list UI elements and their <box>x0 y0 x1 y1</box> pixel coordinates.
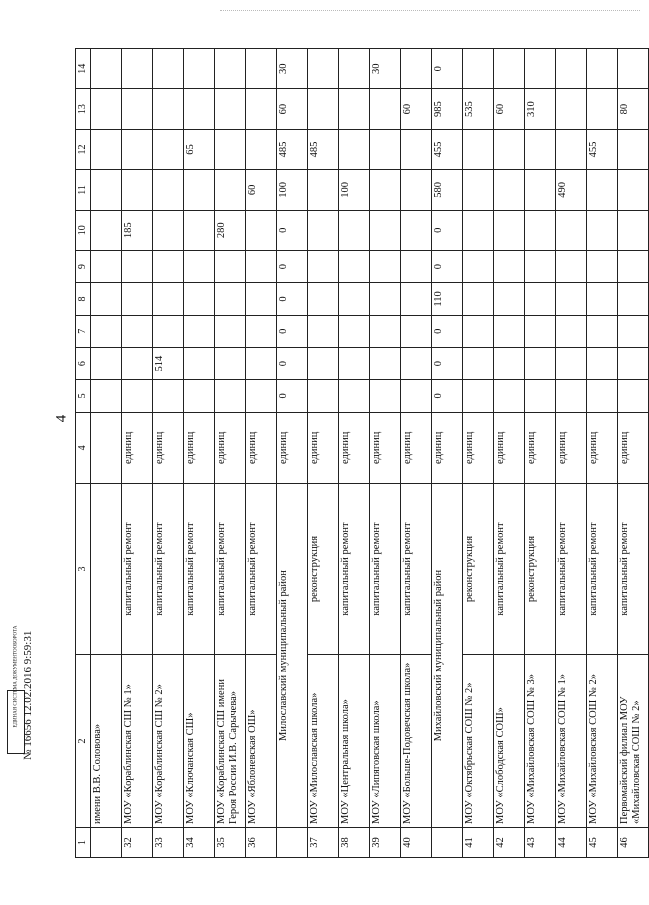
name-cell: Первомайский филиал МОУ «Михайловская СОШ № 2» <box>618 654 649 827</box>
value-cell <box>556 347 587 379</box>
row-number-cell <box>91 828 122 858</box>
value-cell <box>246 380 277 412</box>
value-cell <box>401 380 432 412</box>
value-cell <box>370 170 401 210</box>
value-cell <box>184 89 215 129</box>
value-cell <box>184 170 215 210</box>
work-type-cell: капитальный ремонт <box>215 484 246 655</box>
value-cell <box>91 49 122 89</box>
value-cell <box>494 315 525 347</box>
header-cell-5: 5 <box>76 380 91 412</box>
value-cell <box>587 283 618 315</box>
unit-cell: единиц <box>122 412 153 484</box>
unit-cell: единиц <box>215 412 246 484</box>
section-row <box>432 49 463 858</box>
value-cell <box>463 49 494 89</box>
value-cell <box>339 89 370 129</box>
unit-cell: единиц <box>277 412 308 484</box>
unit-cell: единиц <box>556 412 587 484</box>
table-row <box>339 49 370 858</box>
value-cell <box>494 210 525 250</box>
section-row <box>277 49 308 858</box>
value-cell <box>215 347 246 379</box>
table-row <box>308 49 339 858</box>
value-cell: 490 <box>556 170 587 210</box>
unit-cell: единиц <box>370 412 401 484</box>
value-cell <box>587 89 618 129</box>
page-number: 4 <box>53 414 70 423</box>
value-cell <box>525 170 556 210</box>
value-cell <box>246 347 277 379</box>
unit-cell: единиц <box>463 412 494 484</box>
value-cell <box>370 250 401 282</box>
name-cell: МОУ «Слободская СОШ» <box>494 654 525 827</box>
value-cell <box>463 315 494 347</box>
value-cell: 455 <box>587 129 618 169</box>
value-cell <box>339 129 370 169</box>
value-cell <box>618 129 649 169</box>
value-cell <box>122 49 153 89</box>
unit-cell: единиц <box>494 412 525 484</box>
value-cell <box>215 315 246 347</box>
table-row <box>618 49 649 858</box>
value-cell <box>246 283 277 315</box>
value-cell <box>618 170 649 210</box>
row-number-cell: 40 <box>401 828 432 858</box>
value-cell <box>556 283 587 315</box>
value-cell <box>308 250 339 282</box>
sum-value-cell: 0 <box>277 250 308 282</box>
value-cell <box>215 380 246 412</box>
value-cell: 60 <box>246 170 277 210</box>
value-cell <box>215 170 246 210</box>
table-row <box>184 49 215 858</box>
value-cell <box>618 283 649 315</box>
sum-value-cell: 110 <box>432 283 463 315</box>
value-cell <box>525 315 556 347</box>
value-cell <box>91 380 122 412</box>
value-cell <box>525 210 556 250</box>
name-cell: МОУ «Центральная школа» <box>339 654 370 827</box>
sum-value-cell: 30 <box>277 49 308 89</box>
sum-value-cell: 100 <box>277 170 308 210</box>
value-cell <box>122 170 153 210</box>
sum-value-cell: 0 <box>432 250 463 282</box>
row-number-cell <box>432 828 463 858</box>
header-cell-9: 9 <box>76 250 91 282</box>
sum-value-cell: 0 <box>432 210 463 250</box>
value-cell <box>339 347 370 379</box>
value-cell <box>463 129 494 169</box>
value-cell: 280 <box>215 210 246 250</box>
unit-cell: единиц <box>525 412 556 484</box>
name-cell: МОУ «Ключанская СШ» <box>184 654 215 827</box>
value-cell <box>525 250 556 282</box>
value-cell: 185 <box>122 210 153 250</box>
value-cell <box>246 89 277 129</box>
value-cell <box>153 170 184 210</box>
value-cell <box>618 380 649 412</box>
header-cell-3: 3 <box>76 484 91 655</box>
value-cell <box>184 347 215 379</box>
value-cell <box>370 89 401 129</box>
value-cell: 60 <box>494 89 525 129</box>
value-cell: 65 <box>184 129 215 169</box>
value-cell <box>463 347 494 379</box>
value-cell <box>370 129 401 169</box>
value-cell <box>556 89 587 129</box>
value-cell <box>91 129 122 169</box>
unit-cell: единиц <box>587 412 618 484</box>
value-cell <box>122 380 153 412</box>
name-cell: МОУ «Октябрьская СОШ № 2» <box>463 654 494 827</box>
value-cell <box>556 315 587 347</box>
name-cell: МОУ «Милославская школа» <box>308 654 339 827</box>
value-cell <box>401 283 432 315</box>
value-cell <box>401 347 432 379</box>
data-table-rotated <box>75 48 642 858</box>
value-cell: 514 <box>153 347 184 379</box>
value-cell <box>494 347 525 379</box>
header-cell-14: 14 <box>76 49 91 89</box>
header-cell-8: 8 <box>76 283 91 315</box>
value-cell: 30 <box>370 49 401 89</box>
value-cell <box>215 89 246 129</box>
value-cell <box>463 210 494 250</box>
row-number-cell: 41 <box>463 828 494 858</box>
value-cell <box>91 210 122 250</box>
value-cell <box>587 380 618 412</box>
row-number-cell: 35 <box>215 828 246 858</box>
work-type-cell: капитальный ремонт <box>153 484 184 655</box>
name-cell: МОУ «Кораблинская СШ № 1» <box>122 654 153 827</box>
value-cell: 485 <box>308 129 339 169</box>
work-type-cell: капитальный ремонт <box>184 484 215 655</box>
value-cell <box>618 315 649 347</box>
value-cell <box>525 380 556 412</box>
sum-value-cell: 0 <box>277 347 308 379</box>
value-cell <box>308 210 339 250</box>
value-cell <box>401 129 432 169</box>
value-cell <box>91 250 122 282</box>
value-cell <box>494 129 525 169</box>
continuation-row <box>91 49 122 858</box>
value-cell <box>91 347 122 379</box>
value-cell <box>184 315 215 347</box>
value-cell <box>556 210 587 250</box>
value-cell: 80 <box>618 89 649 129</box>
row-number-cell <box>277 828 308 858</box>
value-cell: 100 <box>339 170 370 210</box>
value-cell <box>463 283 494 315</box>
value-cell <box>494 170 525 210</box>
work-type-cell: капитальный ремонт <box>339 484 370 655</box>
work-type-cell: реконструкция <box>463 484 494 655</box>
table-row <box>463 49 494 858</box>
row-number-cell: 33 <box>153 828 184 858</box>
value-cell <box>370 347 401 379</box>
value-cell: 310 <box>525 89 556 129</box>
header-cell-10: 10 <box>76 210 91 250</box>
unit-cell: единиц <box>184 412 215 484</box>
value-cell <box>494 380 525 412</box>
value-cell <box>339 315 370 347</box>
value-cell <box>370 283 401 315</box>
sum-value-cell: 0 <box>432 315 463 347</box>
section-title: Михайловский муниципальный район <box>432 484 463 828</box>
unit-cell: единиц <box>618 412 649 484</box>
table-row <box>401 49 432 858</box>
value-cell <box>339 380 370 412</box>
value-cell <box>587 170 618 210</box>
table-row <box>246 49 277 858</box>
value-cell <box>618 250 649 282</box>
work-type-cell: капитальный ремонт <box>587 484 618 655</box>
value-cell <box>153 89 184 129</box>
table-row <box>494 49 525 858</box>
footer-registration: № 16656 12.02.2016 9:59:31 <box>22 630 34 760</box>
sum-value-cell: 0 <box>432 49 463 89</box>
value-cell <box>122 250 153 282</box>
value-cell: 535 <box>463 89 494 129</box>
value-cell <box>122 347 153 379</box>
value-cell <box>246 49 277 89</box>
work-type-cell: реконструкция <box>308 484 339 655</box>
row-number-cell: 34 <box>184 828 215 858</box>
value-cell <box>184 380 215 412</box>
unit-cell: единиц <box>339 412 370 484</box>
value-cell <box>91 89 122 129</box>
work-type-cell: капитальный ремонт <box>246 484 277 655</box>
value-cell <box>153 49 184 89</box>
value-cell <box>153 380 184 412</box>
header-cell-7: 7 <box>76 315 91 347</box>
row-number-cell: 42 <box>494 828 525 858</box>
value-cell <box>618 347 649 379</box>
value-cell <box>556 250 587 282</box>
value-cell <box>122 283 153 315</box>
value-cell <box>122 315 153 347</box>
unit-cell: единиц <box>153 412 184 484</box>
name-cell: МОУ «Кораблинская СШ № 2» <box>153 654 184 827</box>
row-number-cell: 44 <box>556 828 587 858</box>
sum-value-cell: 0 <box>277 380 308 412</box>
row-number-cell: 38 <box>339 828 370 858</box>
value-cell <box>246 250 277 282</box>
value-cell <box>153 283 184 315</box>
table-row <box>215 49 246 858</box>
sum-value-cell: 985 <box>432 89 463 129</box>
table-row <box>556 49 587 858</box>
value-cell <box>184 210 215 250</box>
name-cell: МОУ «Липяговская школа» <box>370 654 401 827</box>
value-cell <box>184 49 215 89</box>
work-type-cell: капитальный ремонт <box>401 484 432 655</box>
work-type-cell: капитальный ремонт <box>618 484 649 655</box>
value-cell: 60 <box>401 89 432 129</box>
row-number-cell: 39 <box>370 828 401 858</box>
value-cell <box>184 250 215 282</box>
value-cell <box>91 283 122 315</box>
value-cell <box>463 170 494 210</box>
unit-cell: единиц <box>308 412 339 484</box>
row-number-cell: 46 <box>618 828 649 858</box>
value-cell <box>587 347 618 379</box>
table-row <box>122 49 153 858</box>
value-cell <box>401 210 432 250</box>
table-body <box>76 49 649 858</box>
value-cell <box>401 170 432 210</box>
value-cell <box>91 315 122 347</box>
value-cell <box>308 49 339 89</box>
row-number-cell: 43 <box>525 828 556 858</box>
value-cell <box>153 210 184 250</box>
value-cell <box>587 315 618 347</box>
sum-value-cell: 0 <box>277 210 308 250</box>
sum-value-cell: 0 <box>432 347 463 379</box>
value-cell <box>184 283 215 315</box>
value-cell <box>618 210 649 250</box>
value-cell <box>401 250 432 282</box>
value-cell <box>587 210 618 250</box>
value-cell <box>91 412 122 484</box>
value-cell <box>122 89 153 129</box>
header-cell-11: 11 <box>76 170 91 210</box>
work-type-cell: капитальный ремонт <box>122 484 153 655</box>
sum-value-cell: 60 <box>277 89 308 129</box>
value-cell <box>215 250 246 282</box>
table-row <box>525 49 556 858</box>
value-cell <box>91 170 122 210</box>
value-cell <box>308 380 339 412</box>
value-cell <box>215 283 246 315</box>
header-cell-13: 13 <box>76 89 91 129</box>
work-type-cell: капитальный ремонт <box>370 484 401 655</box>
sum-value-cell: 0 <box>277 283 308 315</box>
row-number-cell: 32 <box>122 828 153 858</box>
row-number-cell: 36 <box>246 828 277 858</box>
unit-cell: единиц <box>432 412 463 484</box>
value-cell <box>122 129 153 169</box>
work-type-cell: капитальный ремонт <box>494 484 525 655</box>
sum-value-cell: 0 <box>432 380 463 412</box>
stamp-text: ЕДИНАЯ СИСТЕМА ДОКУМЕНТООБОРОТА <box>13 625 19 728</box>
sum-value-cell: 580 <box>432 170 463 210</box>
name-cell: МОУ «Больше-Подовечская школа» <box>401 654 432 827</box>
value-cell <box>587 250 618 282</box>
value-cell <box>494 250 525 282</box>
header-cell-1: 1 <box>76 828 91 858</box>
sum-value-cell: 0 <box>277 315 308 347</box>
header-cell-6: 6 <box>76 347 91 379</box>
value-cell <box>246 210 277 250</box>
value-cell <box>401 49 432 89</box>
value-cell <box>215 129 246 169</box>
value-cell <box>339 210 370 250</box>
value-cell <box>153 315 184 347</box>
value-cell <box>215 49 246 89</box>
value-cell <box>525 129 556 169</box>
value-cell <box>308 315 339 347</box>
value-cell <box>556 129 587 169</box>
name-cell: имени В.В. Соловова» <box>91 654 122 827</box>
value-cell <box>91 484 122 655</box>
sum-value-cell: 485 <box>277 129 308 169</box>
name-cell: МОУ «Яблоневская ОШ» <box>246 654 277 827</box>
table-row <box>587 49 618 858</box>
header-cell-2: 2 <box>76 654 91 827</box>
value-cell <box>463 250 494 282</box>
scan-artifact-line <box>220 10 640 13</box>
value-cell <box>525 283 556 315</box>
value-cell <box>618 49 649 89</box>
name-cell: МОУ «Михайловская СОШ № 2» <box>587 654 618 827</box>
value-cell <box>308 89 339 129</box>
value-cell <box>153 250 184 282</box>
value-cell <box>370 380 401 412</box>
value-cell <box>246 129 277 169</box>
data-table <box>75 48 649 858</box>
value-cell <box>494 49 525 89</box>
value-cell <box>308 347 339 379</box>
value-cell <box>339 283 370 315</box>
header-cell-12: 12 <box>76 129 91 169</box>
unit-cell: единиц <box>401 412 432 484</box>
value-cell <box>153 129 184 169</box>
name-cell: МОУ «Михайловская СОШ № 1» <box>556 654 587 827</box>
name-cell: МОУ «Михайловская СОШ № 3» <box>525 654 556 827</box>
sum-value-cell: 455 <box>432 129 463 169</box>
value-cell <box>556 380 587 412</box>
value-cell <box>246 315 277 347</box>
value-cell <box>308 283 339 315</box>
value-cell <box>370 210 401 250</box>
row-number-cell: 37 <box>308 828 339 858</box>
value-cell <box>370 315 401 347</box>
value-cell <box>339 250 370 282</box>
work-type-cell: капитальный ремонт <box>556 484 587 655</box>
value-cell <box>587 49 618 89</box>
header-cell-4: 4 <box>76 412 91 484</box>
value-cell <box>463 380 494 412</box>
header-row <box>76 49 91 858</box>
value-cell <box>401 315 432 347</box>
value-cell <box>525 49 556 89</box>
value-cell <box>308 170 339 210</box>
value-cell <box>525 347 556 379</box>
table-row <box>370 49 401 858</box>
value-cell <box>339 49 370 89</box>
row-number-cell: 45 <box>587 828 618 858</box>
name-cell: МОУ «Кораблинская СШ имени Героя России И.В. Сарычева» <box>215 654 246 827</box>
value-cell <box>556 49 587 89</box>
unit-cell: единиц <box>246 412 277 484</box>
section-title: Милославский муниципальный район <box>277 484 308 828</box>
work-type-cell: реконструкция <box>525 484 556 655</box>
table-row <box>153 49 184 858</box>
value-cell <box>494 283 525 315</box>
